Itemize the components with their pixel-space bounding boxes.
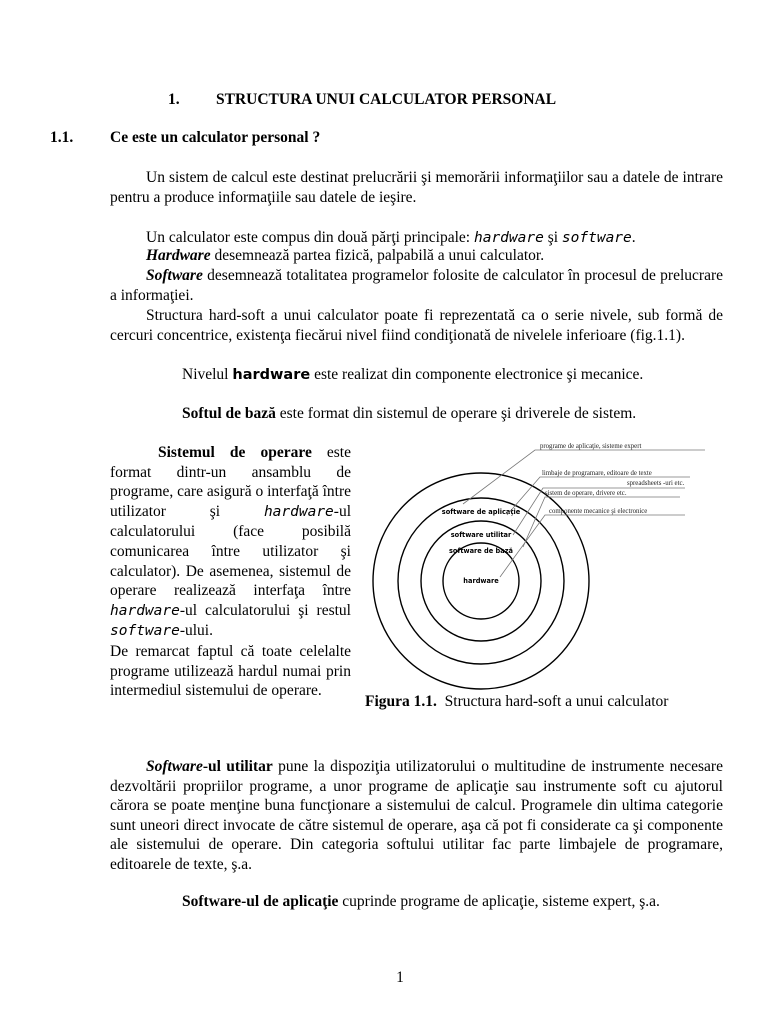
paragraph-text: Un sistem de calcul este destinat prelucrării şi memorării informaţiilor sau a datele de intrare pentru a produce informaţiile sau datele de ieşire. <box>110 169 723 206</box>
figure-caption-text: Structura hard-soft a unui calculator <box>444 693 669 710</box>
figure-caption <box>365 692 685 712</box>
callout-application: programe de aplicaţie, sisteme expert <box>540 443 642 450</box>
paragraph-text: -ul calculatorului (face posibilă comunicarea între utilizator şi calculator). De asemenea, sistemul de operare realizează interfaţa între <box>110 502 351 600</box>
term-hardware-level: hardware <box>232 367 311 383</box>
paragraph-operating-system <box>110 443 351 701</box>
ring-label-application: software de aplicaţie <box>441 508 521 516</box>
paragraph-text: Un calculator este compus din două părţi principale: <box>146 229 474 246</box>
paragraph-utility-software <box>110 757 723 875</box>
paragraph-text: este realizat din componente electronice şi mecanice. <box>310 366 644 383</box>
paragraph-text: . <box>631 229 636 246</box>
paragraph-software-def <box>110 266 723 305</box>
term-software: software <box>561 230 632 246</box>
paragraph-text: şi <box>543 229 562 246</box>
term-hardware-inline: hardware <box>110 602 180 619</box>
term-software-bold: Software <box>146 267 203 284</box>
callout-utility: limbaje de programare, editoare de texte <box>542 470 652 477</box>
section-number: 1.1. <box>50 129 74 146</box>
term-hardware: hardware <box>473 230 544 246</box>
figure-caption-label: Figura 1.1. <box>365 693 437 710</box>
paragraph-structure <box>110 306 723 345</box>
term-utility-software-suffix: -ul utilitar <box>202 758 273 775</box>
paragraph-intro <box>110 168 723 207</box>
chapter-title <box>168 90 628 110</box>
term-application-software: Software-ul de aplicaţie <box>182 893 339 910</box>
term-operating-system: Sistemul de operare <box>158 444 312 461</box>
callout-spreadsheets: spreadsheets -uri etc. <box>627 480 685 487</box>
section-title-text: Ce este un calculator personal ? <box>110 129 321 146</box>
term-hardware-bold: Hardware <box>146 247 211 264</box>
paragraph-hardware-def <box>110 246 723 266</box>
ring-label-hardware: hardware <box>463 577 499 585</box>
concentric-circles-diagram <box>365 440 725 690</box>
section-title <box>50 128 650 148</box>
paragraph-text: -ul calculatorului şi restul <box>179 601 351 619</box>
leader-line-os <box>523 497 680 547</box>
paragraph-text: Structura hard-soft a unui calculator poate fi reprezentată ca o serie nivele, sub formă de cercuri concentrice, existenţa fiecărui nivel fiind condiţionată de nivelele inferioare (fig.1.1). <box>110 307 723 344</box>
paragraph-text: desemnează totalitatea programelor folosite de calculator în procesul de prelucrare a informaţiei. <box>110 267 723 304</box>
paragraph-text: pune la dispoziţia utilizatorului o multitudine de instrumente necesare dezvoltării propriilor programe, a unor programe de aplicaţie sau instrumente soft cu ajutorul cărora se poate menţine buna funcţionare a sistemului de calcul. Programele din ultima categorie sunt uneori direct invocate de către sistemul de operare, aşa că pot fi considerate ca şi componente ale sistemului de operare. Din categoria softului utilitar fac parte limbajele de programare, editoarele de texte, ş.a. <box>110 758 723 873</box>
term-utility-software: Software <box>146 758 203 775</box>
ring-label-base: software de bază <box>449 547 513 555</box>
paragraph-base-software <box>110 404 723 424</box>
callout-os: sistem de operare, drivere etc. <box>545 490 627 497</box>
callout-hardware: componente mecanice şi electronice <box>549 508 648 515</box>
paragraph-hardware-level <box>110 365 723 386</box>
page-number: 1 <box>396 969 404 986</box>
ring-label-utility: software utilitar <box>450 531 512 539</box>
paragraph-text: este format din sistemul de operare şi driverele de sistem. <box>275 405 637 422</box>
paragraph-text: cuprinde programe de aplicaţie, sisteme expert, ş.a. <box>338 893 660 910</box>
term-hardware-inline: hardware <box>263 503 334 520</box>
term-software-inline: software <box>110 623 180 640</box>
paragraph-application-software <box>110 892 723 912</box>
paragraph-text: desemnează partea fizică, palpabilă a unui calculator. <box>210 247 545 264</box>
chapter-title-text: STRUCTURA UNUI CALCULATOR PERSONAL <box>216 91 557 108</box>
leader-line-hardware <box>500 515 685 577</box>
figure-hard-soft-structure <box>365 440 725 690</box>
term-base-software: Softul de bază <box>182 405 276 422</box>
paragraph-text: -ului. <box>179 622 213 640</box>
chapter-number: 1. <box>168 91 180 108</box>
paragraph-text: De remarcat faptul că toate celelalte programe utilizează hardul numai prin intermediul sistemului de operare. <box>110 642 351 700</box>
paragraph-text: Nivelul <box>182 366 233 383</box>
paragraph-text: este format dintr-un ansamblu de programe, care asigură o interfaţă între utilizator şi <box>110 444 351 520</box>
